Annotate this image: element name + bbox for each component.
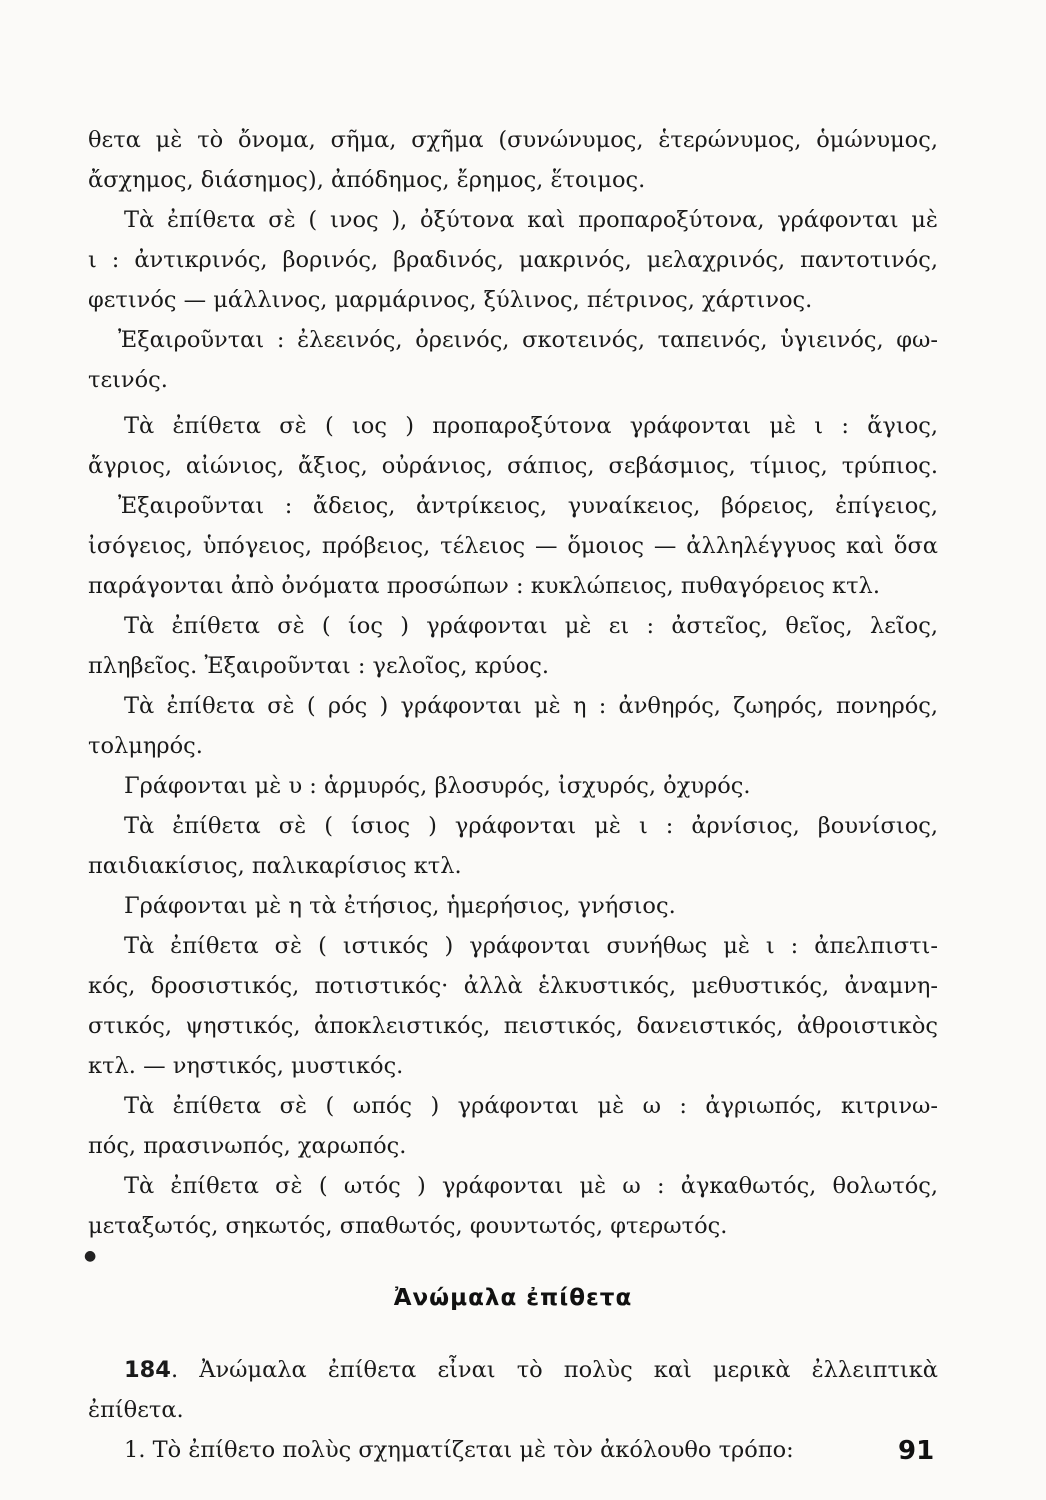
text-line: Τὰ ἐπίθετα σὲ ( ωπός ) γράφονται μὲ ω : ἀγριωπός, κιτρινω- xyxy=(124,1093,938,1119)
text-line: Τὰ ἐπίθετα σὲ ( ωτός ) γράφονται μὲ ω : ἀγκαθωτός, θολωτός, xyxy=(124,1173,938,1199)
spacer xyxy=(84,1246,938,1276)
bullet-icon: ● xyxy=(84,1248,97,1264)
text-line: Τὰ ἐπίθετα σὲ ( ιος ) προπαροξύτονα γράφονται μὲ ι : ἅγιος, xyxy=(124,413,938,439)
text-line: κτλ. — νηστικός, μυστικός. xyxy=(88,1053,404,1079)
text-line: Τὰ ἐπίθετα σὲ ( ίος ) γράφονται μὲ ει : ἀστεῖος, θεῖος, λεῖος, xyxy=(124,613,938,639)
text-line: παιδιακίσιος, παλικαρίσιος κτλ. xyxy=(88,853,462,879)
text-line: παράγονται ἀπὸ ὀνόματα προσώπων : κυκλώπειος, πυθαγόρειος κτλ. xyxy=(88,573,880,599)
text-line: ἄγριος, αἰώνιος, ἄξιος, οὐράνιος, σάπιος, σεβάσμιος, τίμιος, τρύπιος. xyxy=(88,453,938,479)
text-line: Ἐξαιροῦνται : ἐλεεινός, ὀρεινός, σκοτεινός, ταπεινός, ὑγιεινός, φω- xyxy=(118,327,938,353)
text-line: στικός, ψηστικός, ἀποκλειστικός, πειστικός, δανειστικός, ἀθροιστικὸς xyxy=(88,1013,938,1039)
text-line: κός, δροσιστικός, ποτιστικός· ἀλλὰ ἑλκυστικός, μεθυστικός, ἀναμνη- xyxy=(88,973,938,999)
text-line: πληβεῖος. Ἐξαιροῦνται : γελοῖος, κρύος. xyxy=(88,653,549,679)
text-line: μεταξωτός, σηκωτός, σπαθωτός, φουντωτός, φτερωτός. xyxy=(88,1213,728,1239)
main-text xyxy=(84,120,938,1470)
text-line: ἰσόγειος, ὑπόγειος, πρόβειος, τέλειος — ὅμοιος — ἀλληλέγγυος καὶ ὅσα xyxy=(88,533,938,559)
section-text: . Ἀνώμαλα ἐπίθετα εἶναι τὸ πολὺς καὶ μερικὰ ἐλλειπτικὰ xyxy=(170,1357,938,1383)
section-paragraph-line xyxy=(88,1350,938,1390)
section-heading: Ἀνώμαλα ἐπίθετα xyxy=(393,1285,633,1311)
page-number: 91 xyxy=(898,1436,935,1466)
text-line: φετινός — μάλλινος, μαρμάρινος, ξύλινος, πέτρινος, χάρτινος. xyxy=(88,287,813,313)
text-line: ἄσχημος, διάσημος), ἀπόδημος, ἔρημος, ἕτοιμος. xyxy=(88,167,646,193)
text-line: τεινός. xyxy=(88,367,168,393)
text-line: Τὰ ἐπίθετα σὲ ( ίσιος ) γράφονται μὲ ι : ἀρνίσιος, βουνίσιος, xyxy=(124,813,938,839)
text-line: ι : ἀντικρινός, βορινός, βραδινός, μακρινός, μελαχρινός, παντοτινός, xyxy=(88,247,938,273)
text-line: Τὰ ἐπίθετα σὲ ( ρός ) γράφονται μὲ η : ἀνθηρός, ζωηρός, πονηρός, xyxy=(124,693,938,719)
text-line: ἐπίθετα. xyxy=(88,1397,184,1423)
text-line: Γράφονται μὲ υ : ἁρμυρός, βλοσυρός, ἰσχυρός, ὀχυρός. xyxy=(124,773,751,799)
section-number: 184 xyxy=(124,1357,171,1383)
spacer xyxy=(88,1320,938,1350)
text-line: Τὰ ἐπίθετα σὲ ( ινος ), ὀξύτονα καὶ προπαροξύτονα, γράφονται μὲ xyxy=(124,207,938,233)
text-line: θετα μὲ τὸ ὄνομα, σῆμα, σχῆμα (συνώνυμος, ἑτερώνυμος, ὁμώνυμος, xyxy=(88,127,938,153)
text-line: Γράφονται μὲ η τὰ ἐτήσιος, ἡμερήσιος, γνήσιος. xyxy=(124,893,676,919)
text-line: 1. Τὸ ἐπίθετο πολὺς σχηματίζεται μὲ τὸν ἀκόλουθο τρόπο: xyxy=(124,1437,794,1463)
text-line: Τὰ ἐπίθετα σὲ ( ιστικός ) γράφονται συνήθως μὲ ι : ἀπελπιστι- xyxy=(124,933,938,959)
text-line: τολμηρός. xyxy=(88,733,203,759)
text-line: Ἐξαιροῦνται : ἄδειος, ἀντρίκειος, γυναίκειος, βόρειος, ἐπίγειος, xyxy=(118,493,938,519)
text-line: πός, πρασινωπός, χαρωπός. xyxy=(88,1133,407,1159)
